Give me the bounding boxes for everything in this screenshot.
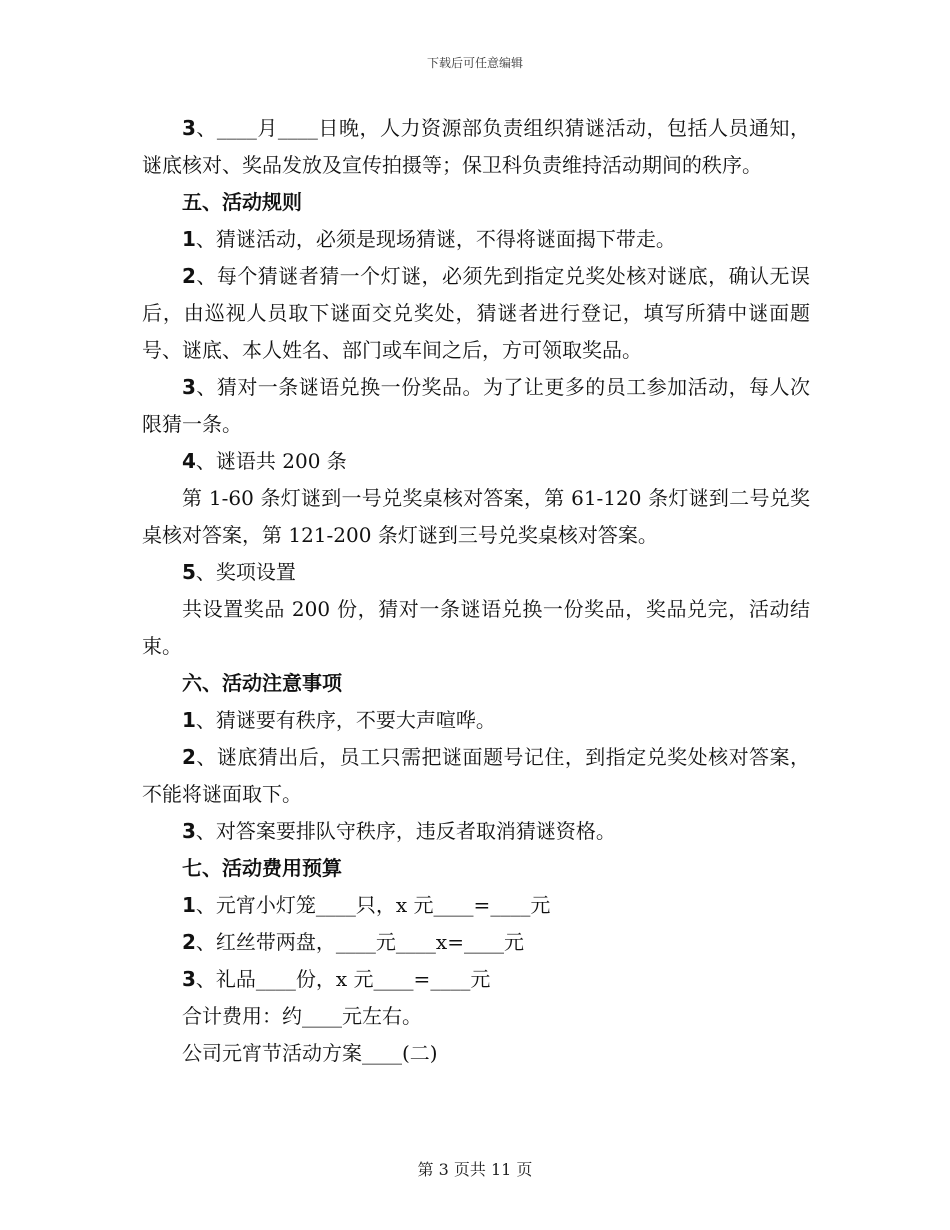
paragraph-text: 、谜语共 200 条: [195, 449, 347, 473]
item-number: 3: [182, 819, 196, 843]
paragraph: [142, 887, 810, 924]
section-heading: 七、活动费用预算: [182, 856, 342, 880]
paragraph-text: 合计费用：约____元左右。: [182, 1004, 422, 1028]
paragraph: [142, 702, 810, 739]
page-header: 下载后可任意编辑: [426, 56, 523, 70]
section-heading: 五、活动规则: [182, 190, 302, 214]
paragraph-text: 、红丝带两盘，____元____x=____元: [195, 930, 524, 954]
paragraph: [142, 998, 810, 1035]
item-number: 2: [182, 264, 196, 288]
item-number: 2: [182, 745, 196, 769]
paragraph-text: 、奖项设置: [195, 560, 296, 584]
section-heading: 六、活动注意事项: [182, 671, 342, 695]
paragraph-text: 第 1-60 条灯谜到一号兑奖桌核对答案，第 61-120 条灯谜到二号兑奖桌核对答案，第 121-200 条灯谜到三号兑奖桌核对答案。: [142, 486, 810, 547]
item-number: 3: [182, 375, 196, 399]
paragraph-text: 共设置奖品 200 份，猜对一条谜语兑换一份奖品，奖品兑完，活动结束。: [142, 597, 810, 658]
paragraph-text: 、猜对一条谜语兑换一份奖品。为了让更多的员工参加活动，每人次限猜一条。: [142, 375, 810, 436]
paragraph: [142, 369, 810, 443]
paragraph-text: 、猜谜活动，必须是现场猜谜，不得将谜面揭下带走。: [195, 227, 676, 251]
paragraph-text: 、猜谜要有秩序，不要大声喧哗。: [195, 708, 496, 732]
item-number: 2: [182, 930, 196, 954]
paragraph: [142, 813, 810, 850]
item-number: 1: [182, 708, 196, 732]
paragraph: [142, 1035, 810, 1072]
paragraph: [142, 480, 810, 554]
item-number: 3: [182, 967, 196, 991]
item-number: 3: [182, 116, 196, 140]
paragraph: [142, 110, 810, 184]
paragraph: [142, 924, 810, 961]
document-body: [142, 110, 810, 1072]
paragraph-text: 、元宵小灯笼____只，x 元____=____元: [195, 893, 551, 917]
paragraph: [142, 961, 810, 998]
item-number: 1: [182, 893, 196, 917]
paragraph-text: 公司元宵节活动方案____(二): [182, 1041, 438, 1065]
paragraph-text: 、谜底猜出后，员工只需把谜面题号记住，到指定兑奖处核对答案，不能将谜面取下。: [142, 745, 810, 806]
item-number: 4: [182, 449, 196, 473]
paragraph: [142, 591, 810, 665]
paragraph: [142, 443, 810, 480]
paragraph-text: 、____月____日晚，人力资源部负责组织猜谜活动，包括人员通知，谜底核对、奖品发放及宣传拍摄等；保卫科负责维持活动期间的秩序。: [142, 116, 810, 177]
paragraph: [142, 258, 810, 369]
item-number: 5: [182, 560, 196, 584]
item-number: 1: [182, 227, 196, 251]
paragraph: [142, 221, 810, 258]
paragraph: [142, 554, 810, 591]
paragraph-text: 、每个猜谜者猜一个灯谜，必须先到指定兑奖处核对谜底，确认无误后，由巡视人员取下谜面交兑奖处，猜谜者进行登记，填写所猜中谜面题号、谜底、本人姓名、部门或车间之后，方可领取奖品。: [142, 264, 810, 362]
page-footer: 第 3 页共 11 页: [417, 1160, 533, 1179]
paragraph-text: 、对答案要排队守秩序，违反者取消猜谜资格。: [195, 819, 616, 843]
paragraph-text: 、礼品____份，x 元____=____元: [195, 967, 491, 991]
paragraph: [142, 739, 810, 813]
